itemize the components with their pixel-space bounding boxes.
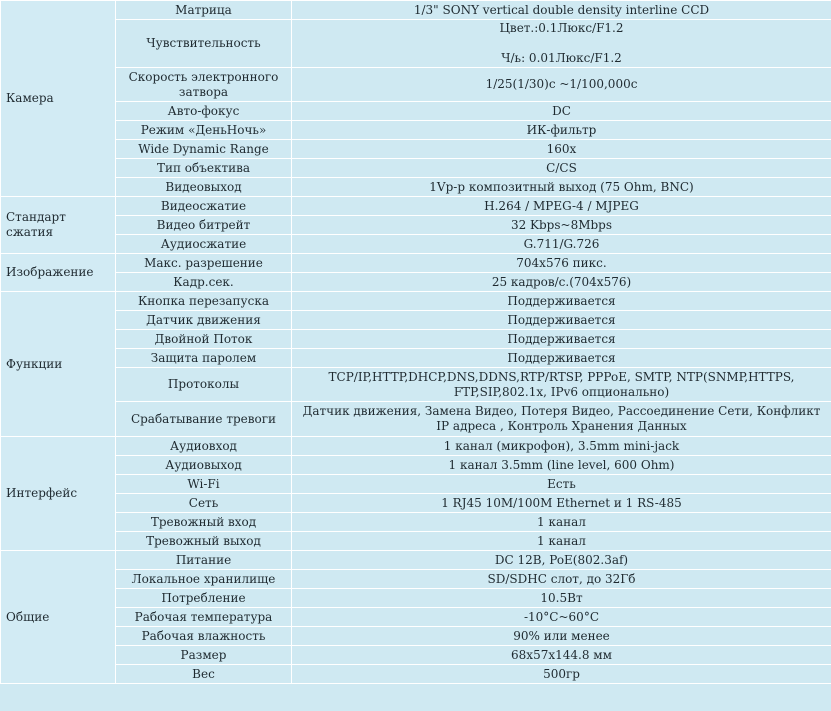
param-value: [292, 140, 831, 159]
param-value-line: C/CS: [546, 160, 577, 175]
param-value-line: 1Vp-p композитный выход (75 Ohm, BNC): [429, 179, 694, 194]
param-value: [292, 197, 831, 216]
param-value-line: 10.5Вт: [540, 590, 583, 605]
spec-row: [1, 494, 831, 513]
spec-table-body: [1, 1, 831, 684]
param-value: [292, 608, 831, 627]
spec-row: [1, 570, 831, 589]
spec-row: [1, 475, 831, 494]
param-value-line: DC 12В, PoE(802.3af): [494, 552, 629, 567]
group-title: Общие: [1, 551, 116, 684]
spec-row: [1, 551, 831, 570]
param-label: Матрица: [116, 1, 292, 20]
param-value: [292, 456, 831, 475]
param-value-line: 500гр: [543, 666, 580, 681]
param-label: Сеть: [116, 494, 292, 513]
param-label: Вес: [116, 665, 292, 684]
param-value-line: DC: [552, 103, 571, 118]
param-value: [292, 368, 831, 402]
spec-row: [1, 330, 831, 349]
param-value-line: 1/3" SONY vertical double density interline CCD: [413, 2, 710, 17]
spec-row: [1, 665, 831, 684]
param-value: [292, 68, 831, 102]
spec-row: [1, 178, 831, 197]
param-label: Тревожный выход: [116, 532, 292, 551]
param-label: Двойной Поток: [116, 330, 292, 349]
param-value-line: ИК-фильтр: [526, 122, 597, 137]
param-value-line: 25 кадров/с.(704x576): [491, 274, 632, 289]
spec-row: [1, 456, 831, 475]
param-label: Авто-фокус: [116, 102, 292, 121]
param-value-line: G.711/G.726: [523, 236, 600, 251]
param-value: [292, 330, 831, 349]
spec-row: [1, 254, 831, 273]
param-value: [292, 513, 831, 532]
spec-row: [1, 20, 831, 68]
param-value-line: 32 Kbps~8Mbps: [510, 217, 613, 232]
param-label: Протоколы: [116, 368, 292, 402]
spec-row: [1, 68, 831, 102]
param-value-line: 1 RJ45 10M/100M Ethernet и 1 RS-485: [441, 495, 682, 510]
spec-row: [1, 589, 831, 608]
param-label: Защита паролем: [116, 349, 292, 368]
param-value: [292, 235, 831, 254]
param-value-line: 1 канал 3.5mm (line level, 600 Ohm): [448, 457, 675, 472]
param-value-line: -10°C~60°C: [523, 609, 599, 624]
param-label: Видеосжатие: [116, 197, 292, 216]
param-label: Локальное хранилище: [116, 570, 292, 589]
param-value-line: Поддерживается: [507, 293, 616, 308]
spec-row: [1, 349, 831, 368]
param-value: [292, 437, 831, 456]
param-value: [292, 402, 831, 437]
param-label: Рабочая температура: [116, 608, 292, 627]
param-value-line: Ч/ь: 0.01Люкс/F1.2: [501, 51, 622, 65]
spec-row: [1, 121, 831, 140]
param-label: Рабочая влажность: [116, 627, 292, 646]
param-label: Размер: [116, 646, 292, 665]
param-label: Режим «ДеньНочь»: [116, 121, 292, 140]
param-value: [292, 665, 831, 684]
param-value: [292, 494, 831, 513]
param-label: Чувствительность: [116, 20, 292, 68]
param-value-line: Цвет.:0.1Люкс/F1.2: [499, 21, 624, 35]
param-label: Аудиовход: [116, 437, 292, 456]
group-title: Стандарт сжатия: [1, 197, 116, 254]
spec-row: [1, 402, 831, 437]
param-label: Скорость электронного затвора: [116, 68, 292, 102]
param-value: [292, 216, 831, 235]
group-title: Функции: [1, 292, 116, 437]
param-value: [292, 532, 831, 551]
param-value: [292, 121, 831, 140]
spec-row: [1, 608, 831, 627]
group-title: Камера: [1, 1, 116, 197]
spec-row: [1, 1, 831, 20]
param-value-line: TCP/IP,HTTP,DHCP,DNS,DDNS,RTP/RTSP, PPPoE, SMTP, NTP(SNMP,HTTPS, FTP,SIP,802.1x, IPv6 опционально): [328, 369, 795, 399]
spec-row: [1, 368, 831, 402]
param-value: [292, 102, 831, 121]
param-label: Кнопка перезапуска: [116, 292, 292, 311]
spec-row: [1, 140, 831, 159]
spec-row: [1, 627, 831, 646]
param-value: [292, 292, 831, 311]
param-label: Потребление: [116, 589, 292, 608]
spec-row: [1, 513, 831, 532]
param-label: Макс. разрешение: [116, 254, 292, 273]
group-title: Интерфейс: [1, 437, 116, 551]
param-value-line: Поддерживается: [507, 312, 616, 327]
param-value-line: 1 канал: [537, 533, 586, 548]
param-value: [292, 311, 831, 330]
param-label: Срабатывание тревоги: [116, 402, 292, 437]
param-value: [292, 570, 831, 589]
param-value-line: 160x: [546, 141, 577, 156]
spec-row: [1, 235, 831, 254]
spec-row: [1, 197, 831, 216]
param-value-line: 68x57x144.8 мм: [511, 647, 612, 662]
param-value: [292, 254, 831, 273]
spec-row: [1, 646, 831, 665]
param-value-line: 704x576 пикс.: [516, 255, 607, 270]
param-label: Датчик движения: [116, 311, 292, 330]
param-value: [292, 159, 831, 178]
spec-row: [1, 216, 831, 235]
param-value: [292, 589, 831, 608]
param-value: [292, 273, 831, 292]
param-value: [292, 20, 831, 68]
param-label: Аудиовыход: [116, 456, 292, 475]
param-value-line: 1 канал: [537, 514, 586, 529]
param-label: Аудиосжатие: [116, 235, 292, 254]
spec-row: [1, 273, 831, 292]
param-label: Видеовыход: [116, 178, 292, 197]
param-value: [292, 646, 831, 665]
spec-row: [1, 159, 831, 178]
param-label: Кадр.сек.: [116, 273, 292, 292]
param-label: Питание: [116, 551, 292, 570]
spec-row: [1, 532, 831, 551]
param-value: [292, 178, 831, 197]
param-value: [292, 551, 831, 570]
param-label: Тревожный вход: [116, 513, 292, 532]
param-label: Wide Dynamic Range: [116, 140, 292, 159]
param-value-line: 1 канал (микрофон), 3.5mm mini-jack: [443, 438, 680, 453]
param-value: [292, 475, 831, 494]
param-value: [292, 627, 831, 646]
param-value-line: 1/25(1/30)с ~1/100,000с: [485, 77, 638, 91]
param-value-line: Поддерживается: [507, 331, 616, 346]
param-value-line: Датчик движения, Замена Видео, Потеря Видео, Рассоединение Сети, Конфликт IP адреса , Контроль Хранения Данных: [302, 404, 821, 433]
param-value-line: Поддерживается: [507, 350, 616, 365]
param-label: Видео битрейт: [116, 216, 292, 235]
spec-row: [1, 311, 831, 330]
param-value-line: Есть: [547, 476, 576, 491]
group-title: Изображение: [1, 254, 116, 292]
param-label: Тип объектива: [116, 159, 292, 178]
param-value-line: H.264 / MPEG-4 / MJPEG: [484, 198, 639, 213]
param-value-line: SD/SDHC слот, до 32Гб: [487, 571, 636, 586]
param-value-line: 90% или менее: [513, 628, 610, 643]
spec-row: [1, 102, 831, 121]
param-label: Wi-Fi: [116, 475, 292, 494]
param-value: [292, 349, 831, 368]
spec-row: [1, 292, 831, 311]
param-value: [292, 1, 831, 20]
spec-row: [1, 437, 831, 456]
